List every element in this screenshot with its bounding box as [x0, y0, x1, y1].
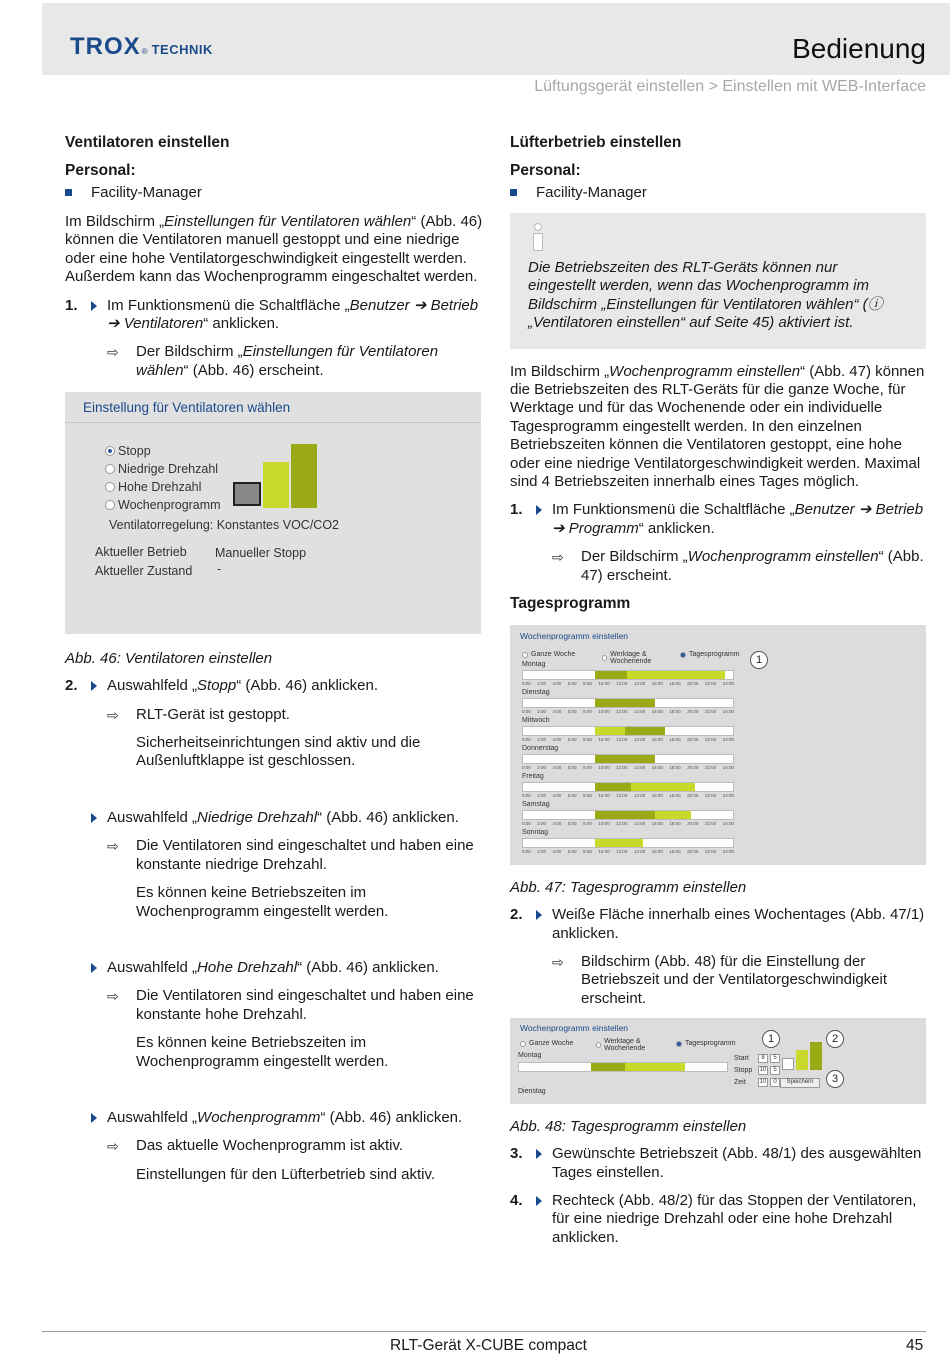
step-number: 3. — [510, 1145, 523, 1163]
personal-item — [65, 184, 485, 201]
day-row-mittwoch — [522, 717, 734, 742]
speed-indicator-low[interactable] — [263, 462, 289, 508]
time-tick: 0:00 — [522, 849, 531, 855]
radio-niedrige-drehzahl[interactable]: Niedrige Drehzahl — [105, 462, 218, 476]
time-tick: 14:00 — [633, 849, 646, 855]
segment-low[interactable] — [625, 1063, 685, 1071]
time-tick: 16:00 — [651, 709, 663, 715]
callout-3: 3 — [826, 1070, 844, 1088]
time-tick: 0:00 — [522, 737, 531, 743]
time-ticks — [522, 681, 734, 686]
callout-1: 1 — [750, 651, 768, 669]
aktueller-zustand-value: - — [217, 562, 222, 577]
time-tick: 18:00 — [669, 821, 681, 827]
speed-rect-high[interactable] — [810, 1042, 822, 1070]
time-tick: 10:00 — [598, 821, 610, 827]
day-track[interactable] — [522, 698, 734, 708]
triangle-right-icon — [534, 906, 552, 943]
personal-label: Personal: — [510, 162, 581, 179]
info-icon — [528, 223, 548, 253]
time-tick: 8:00 — [583, 709, 592, 715]
step-4 — [510, 1192, 926, 1247]
day-name-montag: Montag — [518, 1052, 542, 1060]
result-arrow-icon: ⇨ — [107, 706, 119, 723]
result-text: Die Ventilatoren sind eingeschaltet und haben eine konstante niedrige Drehzahl. — [136, 837, 474, 873]
time-tick: 2:00 — [537, 765, 547, 771]
time-tick: 20:00 — [687, 821, 699, 827]
step-number: 4. — [510, 1191, 523, 1209]
speed-indicator-high[interactable] — [291, 444, 317, 508]
time-tick: 6:00 — [567, 709, 577, 715]
time-tick: 0:00 — [522, 793, 531, 799]
logo-technik-text: TECHNIK — [151, 42, 213, 57]
time-tick: 24:00 — [722, 709, 734, 715]
intro-paragraph: Im Bildschirm „Wochenprogramm einstellen“ (Abb. 47) können die Betriebszeiten des RLT-Geräts für die ganze Woche, für Werktage und für das Wochenende oder ein individuelle Tagesprogramm eingestellt werden. In den einzelnen Betriebszeiten können die Ventilatoren gestoppt, eine hohe oder eine niedrige Ventilatorgeschwindigkeit werden. Maximal sind 4 Betriebszeiten innerhalb eines Tages möglich. — [510, 362, 925, 491]
start-time-row: Start 8 5 — [734, 1054, 780, 1063]
time-tick: 14:00 — [633, 737, 646, 743]
day-name: Mittwoch — [522, 717, 550, 725]
result-arrow-icon: ⇨ — [107, 1138, 119, 1155]
time-ticks — [522, 737, 734, 742]
time-tick: 18:00 — [669, 849, 681, 855]
fig46-title: Einstellung für Ventilatoren wählen — [83, 400, 291, 416]
aktueller-betrieb-label: Aktueller Betrieb — [95, 545, 187, 560]
triangle-right-icon — [534, 1145, 552, 1182]
time-tick: 18:00 — [669, 681, 681, 687]
triangle-right-icon — [89, 1109, 107, 1127]
time-tick: 4:00 — [552, 737, 562, 743]
logo-trox-text: TROX — [70, 33, 141, 60]
time-tick: 2:00 — [537, 793, 547, 799]
day-row-montag — [522, 661, 734, 686]
chapter-title: Bedienung — [792, 33, 926, 64]
radio-ganze-woche[interactable]: Ganze Woche — [520, 1040, 573, 1047]
time-tick: 4:00 — [552, 793, 562, 799]
callout-1: 1 — [762, 1030, 780, 1048]
footer-page-number: 45 — [906, 1337, 924, 1354]
time-tick: 6:00 — [567, 793, 577, 799]
day-track[interactable] — [522, 726, 734, 736]
radio-dot-icon — [520, 1041, 526, 1047]
time-tick: 4:00 — [552, 821, 562, 827]
time-tick: 10:00 — [598, 849, 610, 855]
footer-document-title: RLT-Gerät X-CUBE compact — [390, 1337, 587, 1354]
day-segment[interactable] — [627, 671, 687, 679]
time-tick: 0:00 — [522, 821, 531, 827]
step-number: 1. — [510, 501, 523, 519]
radio-dot-icon — [105, 500, 115, 510]
time-tick: 8:00 — [583, 765, 592, 771]
time-tick: 14:00 — [633, 765, 646, 771]
time-tick: 4:00 — [552, 709, 562, 715]
step-wochenprogramm — [65, 1109, 485, 1127]
time-tick: 20:00 — [687, 681, 699, 687]
time-tick: 22:00 — [704, 737, 717, 743]
time-tick: 14:00 — [633, 681, 646, 687]
triangle-right-icon — [89, 809, 107, 827]
time-tick: 2:00 — [537, 681, 547, 687]
day-name: Samstag — [522, 801, 550, 809]
figure-47-wochenprogramm — [510, 625, 926, 865]
intro-paragraph: Im Bildschirm „Einstellungen für Ventilatoren wählen“ (Abb. 46) können die Ventilatoren manuell gestoppt und eine niedrige oder eine hohe Ventilatorgeschwindigkeit eingestellt werden. Außerdem kann das Wochenprogramm eingeschaltet werden. — [65, 213, 483, 286]
time-tick: 12:00 — [616, 681, 628, 687]
radio-dot-icon — [522, 652, 528, 658]
start-hour-input[interactable]: 8 — [758, 1054, 768, 1063]
time-tick: 6:00 — [567, 821, 577, 827]
time-tick: 4:00 — [552, 681, 562, 687]
time-tick: 8:00 — [583, 821, 592, 827]
time-tick: 22:00 — [704, 793, 717, 799]
time-tick: 18:00 — [669, 793, 681, 799]
stopp-time-row: Stopp 10 5 — [734, 1066, 780, 1075]
figure-46-ventilator-settings — [65, 392, 481, 634]
time-tick: 12:00 — [616, 849, 628, 855]
radio-tagesprogramm[interactable]: Tagesprogramm — [680, 651, 740, 658]
day-segment[interactable] — [595, 727, 625, 735]
result-arrow-icon: ⇨ — [107, 838, 119, 855]
logo-registered-mark: ® — [141, 47, 148, 56]
step-2 — [65, 677, 485, 695]
day-name: Montag — [522, 661, 546, 669]
result-1 — [510, 548, 926, 585]
section-heading-ventilatoren: Ventilatoren einstellen — [65, 134, 230, 151]
stopp-hour-input[interactable]: 10 — [759, 1067, 767, 1074]
result-niedrige-detail: Es können keine Betriebszeiten im Wochenprogramm eingestellt werden. — [136, 884, 389, 920]
radio-dot-icon — [105, 482, 115, 492]
step-number: 2. — [65, 677, 78, 695]
step-hohe — [65, 959, 485, 977]
time-tick: 8:00 — [583, 737, 592, 743]
time-tick: 10:00 — [598, 709, 610, 715]
fig46-divider — [65, 422, 481, 423]
time-tick: 4:00 — [552, 849, 562, 855]
personal-label: Personal: — [65, 162, 136, 179]
time-tick: 6:00 — [567, 737, 577, 743]
result-arrow-icon: ⇨ — [552, 549, 564, 566]
day-segment[interactable] — [595, 783, 631, 791]
day-segment[interactable] — [625, 727, 665, 735]
time-tick: 8:00 — [583, 793, 592, 799]
ventilator-regelung: Ventilatorregelung: Konstantes VOC/CO2 — [109, 518, 339, 533]
time-tick: 24:00 — [722, 765, 734, 771]
step-text: Auswahlfeld „Wochenprogramm“ (Abb. 46) anklicken. — [107, 1108, 463, 1126]
time-tick: 0:00 — [522, 709, 531, 715]
segment-high[interactable] — [591, 1063, 625, 1071]
callout-2: 2 — [826, 1030, 844, 1048]
figure-48-tagesprogramm — [510, 1018, 926, 1104]
day-row-dienstag — [522, 689, 734, 714]
result-2 — [65, 706, 485, 724]
info-box — [510, 213, 926, 349]
time-tick: 16:00 — [651, 681, 663, 687]
time-tick: 16:00 — [651, 793, 663, 799]
result-2 — [510, 953, 926, 1008]
time-tick: 10:00 — [598, 681, 610, 687]
step-text: Im Funktionsmenü die Schaltfläche „Benutzer ➔ Betrieb ➔ Programm“ anklicken. — [552, 501, 924, 537]
time-tick: 14:00 — [633, 709, 646, 715]
time-tick: 20:00 — [687, 793, 699, 799]
result-text: Die Ventilatoren sind eingeschaltet und haben eine konstante hohe Drehzahl. — [136, 987, 474, 1023]
time-tick: 18:00 — [669, 709, 681, 715]
time-tick: 14:00 — [633, 821, 646, 827]
time-tick: 22:00 — [704, 765, 717, 771]
step-text: Auswahlfeld „Niedrige Drehzahl“ (Abb. 46) anklicken. — [107, 808, 459, 826]
time-tick: 22:00 — [704, 821, 717, 827]
step-number: 1. — [65, 296, 78, 314]
time-tick: 24:00 — [722, 821, 734, 827]
time-tick: 2:00 — [537, 849, 547, 855]
result-arrow-icon: ⇨ — [107, 988, 119, 1005]
radio-tagesprogramm[interactable]: Tagesprogramm — [676, 1040, 736, 1047]
step-1 — [510, 501, 926, 538]
step-2 — [510, 906, 926, 943]
step-text: Weiße Fläche innerhalb eines Wochentages (Abb. 47/1) anklicken. — [552, 906, 925, 942]
day-segment[interactable] — [595, 755, 655, 763]
figure-47-caption: Abb. 47: Tagesprogramm einstellen — [510, 879, 747, 897]
day-row-samstag — [522, 801, 734, 826]
info-text: Die Betriebszeiten des RLT-Geräts können nur eingestellt werden, wenn das Wochenprogramm im Bildschirm „Einstellungen für Ventilatoren wählen“ (ⓘ „Ventilatoren einstellen“ auf Seite 45) aktiviert ist. — [528, 259, 883, 332]
time-tick: 12:00 — [616, 737, 628, 743]
time-tick: 8:00 — [583, 681, 592, 687]
step-text: Gewünschte Betriebszeit (Abb. 48/1) des ausgewählten Tages einstellen. — [552, 1145, 922, 1181]
time-ticks — [522, 849, 734, 854]
step-1 — [65, 297, 485, 334]
time-tick: 16:00 — [651, 737, 663, 743]
personal-item-text: Facility-Manager — [91, 184, 202, 201]
time-tick: 10:00 — [598, 793, 610, 799]
result-2-detail: Sicherheitseinrichtungen sind aktiv und die Außenluftklappe ist geschlossen. — [136, 734, 421, 770]
right-column — [510, 134, 926, 1257]
triangle-right-icon — [89, 677, 107, 695]
time-tick: 16:00 — [651, 765, 663, 771]
time-tick: 24:00 — [722, 793, 734, 799]
radio-stopp[interactable]: Stopp — [105, 444, 151, 458]
triangle-right-icon — [534, 501, 552, 538]
time-ticks — [522, 821, 734, 826]
time-tick: 6:00 — [567, 681, 577, 687]
result-text: Bildschirm (Abb. 48) für die Einstellung der Betriebszeit und der Ventilatorgeschwindigkeit erscheint. — [581, 952, 888, 1007]
day-segment[interactable] — [655, 811, 691, 819]
day-track[interactable] — [522, 670, 734, 680]
step-text: Auswahlfeld „Hohe Drehzahl“ (Abb. 46) anklicken. — [107, 958, 439, 976]
day-segment[interactable] — [595, 811, 655, 819]
time-tick: 24:00 — [722, 849, 734, 855]
trox-logo — [70, 33, 213, 61]
radio-dot-icon — [105, 446, 115, 456]
time-tick: 0:00 — [522, 681, 531, 687]
time-tick: 10:00 — [598, 765, 610, 771]
day-row-sonntag — [522, 829, 734, 854]
section-heading-luefterbetrieb: Lüfterbetrieb einstellen — [510, 134, 682, 151]
time-tick: 14:00 — [633, 793, 646, 799]
speed-indicator-stop[interactable] — [233, 482, 261, 506]
day-segment[interactable] — [595, 839, 643, 847]
day-track-montag[interactable] — [518, 1062, 728, 1072]
time-tick: 4:00 — [552, 765, 562, 771]
triangle-right-icon — [534, 1192, 552, 1247]
radio-wochenprogramm[interactable]: Wochenprogramm — [105, 498, 221, 512]
day-track[interactable] — [522, 754, 734, 764]
time-tick: 24:00 — [722, 737, 734, 743]
time-tick: 18:00 — [669, 765, 681, 771]
personal-item-text: Facility-Manager — [536, 184, 647, 201]
result-text: RLT-Gerät ist gestoppt. — [136, 705, 290, 723]
step-number: 2. — [510, 906, 523, 924]
time-tick: 8:00 — [583, 849, 592, 855]
day-name: Sonntag — [522, 829, 549, 837]
day-track[interactable] — [522, 838, 734, 848]
radio-ganze-woche[interactable]: Ganze Woche — [522, 651, 575, 658]
result-hohe — [65, 987, 485, 1024]
radio-dot-icon — [596, 1042, 601, 1048]
zeit-row: Zeit 10 0 — [734, 1078, 780, 1087]
square-bullet-icon — [510, 189, 517, 196]
time-tick: 20:00 — [687, 737, 699, 743]
step-3 — [510, 1145, 926, 1182]
time-ticks — [522, 793, 734, 798]
time-tick: 2:00 — [537, 709, 547, 715]
aktueller-zustand-label: Aktueller Zustand — [95, 564, 193, 579]
left-column — [65, 134, 485, 1194]
day-name: Donnerstag — [522, 745, 559, 753]
result-wochenprogramm-detail: Einstellungen für den Lüfterbetrieb sind aktiv. — [136, 1165, 436, 1183]
figure-46-caption: Abb. 46: Ventilatoren einstellen — [65, 650, 273, 668]
time-tick: 12:00 — [616, 765, 628, 771]
radio-dot-icon — [105, 464, 115, 474]
time-tick: 20:00 — [687, 849, 699, 855]
day-name: Dienstag — [522, 689, 550, 697]
breadcrumb: Lüftungsgerät einstellen > Einstellen mit WEB-Interface — [534, 78, 926, 95]
square-bullet-icon — [65, 189, 72, 196]
speed-rect-low[interactable] — [796, 1050, 808, 1070]
day-name: Freitag — [522, 773, 544, 781]
radio-dot-icon — [676, 1041, 682, 1047]
day-track[interactable] — [522, 782, 734, 792]
zeit-minute-input[interactable]: 0 — [770, 1078, 780, 1087]
stopp-minute-input[interactable]: 5 — [770, 1066, 780, 1075]
subheading-tagesprogramm: Tagesprogramm — [510, 595, 631, 613]
time-tick: 22:00 — [704, 709, 717, 715]
time-tick: 0:00 — [522, 765, 531, 771]
triangle-right-icon — [89, 959, 107, 977]
page-header — [42, 3, 950, 75]
day-row-donnerstag — [522, 745, 734, 770]
time-tick: 6:00 — [567, 765, 577, 771]
step-niedrige — [65, 809, 485, 827]
result-text: Der Bildschirm „Wochenprogramm einstellen“ (Abb. 47) erscheint. — [581, 548, 924, 584]
day-segment[interactable] — [595, 671, 627, 679]
speed-rect-stop[interactable] — [782, 1058, 794, 1070]
time-ticks — [522, 709, 734, 714]
time-tick: 12:00 — [616, 709, 628, 715]
fig47-title: Wochenprogramm einstellen — [520, 631, 629, 642]
day-row-freitag — [522, 773, 734, 798]
time-tick: 20:00 — [687, 709, 699, 715]
fig48-title: Wochenprogramm einstellen — [520, 1023, 629, 1034]
triangle-right-icon — [89, 297, 107, 334]
step-text: Rechteck (Abb. 48/2) für das Stoppen der Ventilatoren, für eine niedrige Drehzahl oder eine hohe Drehzahl anklicken. — [552, 1191, 917, 1246]
result-niedrige — [65, 837, 485, 874]
time-tick: 16:00 — [651, 849, 663, 855]
result-text: Das aktuelle Wochenprogramm ist aktiv. — [136, 1137, 404, 1155]
time-tick: 24:00 — [722, 681, 734, 687]
time-tick: 18:00 — [669, 737, 681, 743]
time-tick: 2:00 — [537, 821, 547, 827]
time-ticks — [522, 765, 734, 770]
personal-item — [510, 184, 926, 201]
result-hohe-detail: Es können keine Betriebszeiten im Wochenprogramm eingestellt werden. — [136, 1034, 389, 1070]
start-minute-input[interactable]: 5 — [770, 1054, 780, 1063]
figure-48-caption: Abb. 48: Tagesprogramm einstellen — [510, 1118, 747, 1136]
day-name-dienstag: Dienstag — [518, 1088, 546, 1096]
time-tick: 6:00 — [567, 849, 577, 855]
time-tick: 12:00 — [616, 793, 628, 799]
time-tick: 10:00 — [598, 737, 610, 743]
result-arrow-icon: ⇨ — [107, 344, 119, 361]
result-text: Der Bildschirm „Einstellungen für Ventilatoren wählen“ (Abb. 46) erscheint. — [136, 343, 439, 379]
zeit-hour-input[interactable]: 10 — [759, 1079, 767, 1086]
footer-divider — [42, 1331, 926, 1332]
result-wochenprogramm — [65, 1137, 485, 1155]
radio-hohe-drehzahl[interactable]: Hohe Drehzahl — [105, 480, 201, 494]
radio-werktage-wochenende[interactable]: Werktage & Wochenende — [596, 1038, 666, 1052]
time-tick: 20:00 — [687, 765, 699, 771]
aktueller-betrieb-value: Manueller Stopp — [215, 546, 307, 561]
day-segment[interactable] — [687, 671, 725, 679]
radio-werktage-wochenende[interactable]: Werktage & Wochenende — [602, 651, 672, 665]
step-text: Auswahlfeld „Stopp“ (Abb. 46) anklicken. — [107, 677, 378, 695]
result-arrow-icon: ⇨ — [552, 953, 564, 970]
result-1 — [65, 343, 485, 380]
time-tick: 22:00 — [704, 849, 717, 855]
radio-dot-icon — [680, 652, 686, 658]
time-tick: 12:00 — [616, 821, 628, 827]
day-track[interactable] — [522, 810, 734, 820]
day-segment[interactable] — [631, 783, 695, 791]
day-segment[interactable] — [595, 699, 655, 707]
step-text: Im Funktionsmenü die Schaltfläche „Benutzer ➔ Betrieb ➔ Ventilatoren“ anklicken. — [107, 296, 479, 333]
time-tick: 2:00 — [537, 737, 547, 743]
save-button[interactable]: Speichern — [780, 1078, 820, 1088]
time-tick: 22:00 — [704, 681, 717, 687]
time-tick: 16:00 — [651, 821, 663, 827]
